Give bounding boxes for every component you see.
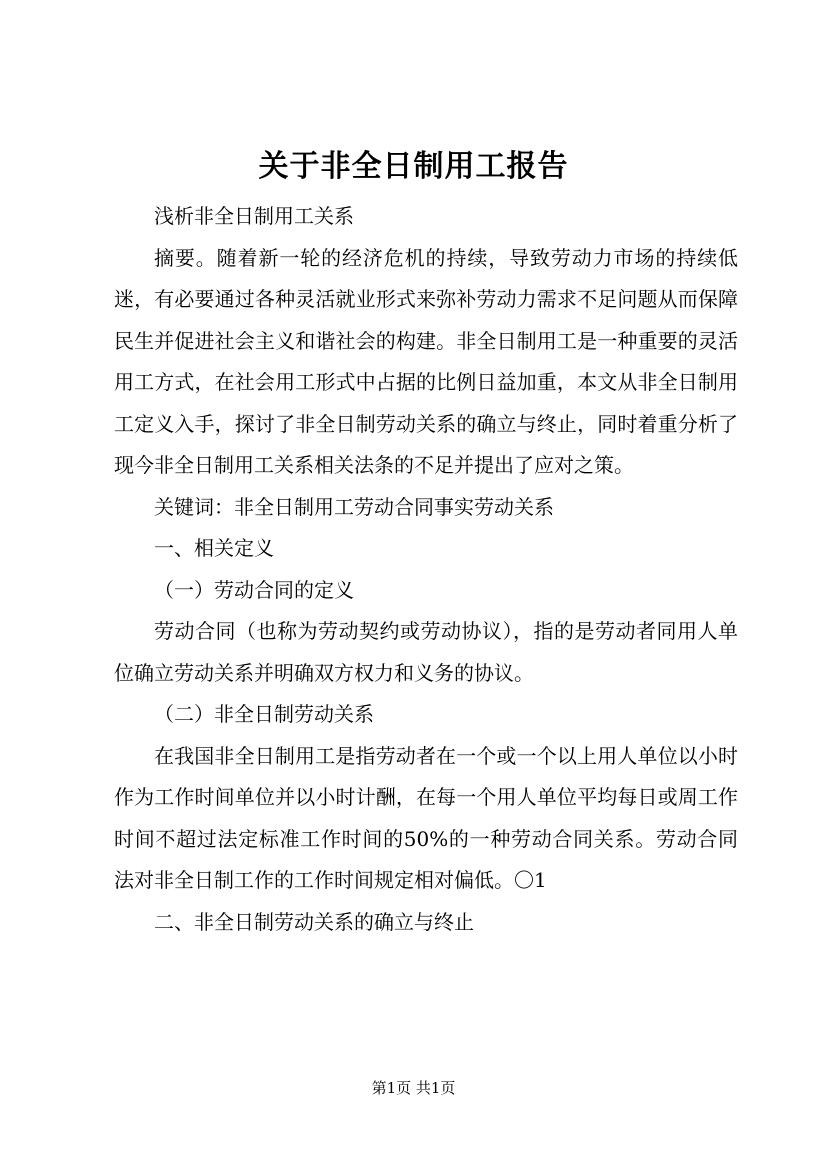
heading-subsection-1: （一）劳动合同的定义 xyxy=(154,577,354,602)
document-title: 关于非全日制用工报告 xyxy=(258,149,569,184)
heading-subsection-2: （二）非全日制劳动关系 xyxy=(154,702,374,726)
paragraph-subtitle: 浅析非全日制用工关系 xyxy=(154,204,354,228)
paragraph-part-time-definition: 在我国非全日制用工是指劳动者在一个或一个以上用人单位以小时作为工作时间单位并以小时计酬，在每一个用人单位平均每日或周工作时间不超过法定标准工作时间的50%的一种劳动合同关系。劳动合同法对非全日制工作的工作时间规定相对偏低。〇1 xyxy=(114,743,738,892)
paragraph-abstract: 摘要。随着新一轮的经济危机的持续，导致劳动力市场的持续低迷，有必要通过各种灵活就业形式来弥补劳动力需求不足问题从而保障民生并促进社会主义和谐社会的构建。非全日制用工是一种重要的灵活用工方式，在社会用工形式中占据的比例日益加重，本文从非全日制用工定义入手，探讨了非全日制劳动关系的确立与终止，同时着重分析了现今非全日制用工关系相关法条的不足并提出了应对之策。 xyxy=(114,245,738,477)
document-body xyxy=(114,196,738,943)
paragraph-contract-definition: 劳动合同（也称为劳动契约或劳动协议），指的是劳动者同用人单位确立劳动关系并明确双方权力和义务的协议。 xyxy=(114,619,738,685)
heading-section-1: 一、相关定义 xyxy=(154,536,274,560)
heading-section-2: 二、非全日制劳动关系的确立与终止 xyxy=(154,909,474,934)
page-footer: 第1页 共1页 xyxy=(371,1079,456,1097)
paragraph-keywords: 关键词：非全日制用工劳动合同事实劳动关系 xyxy=(154,494,554,519)
